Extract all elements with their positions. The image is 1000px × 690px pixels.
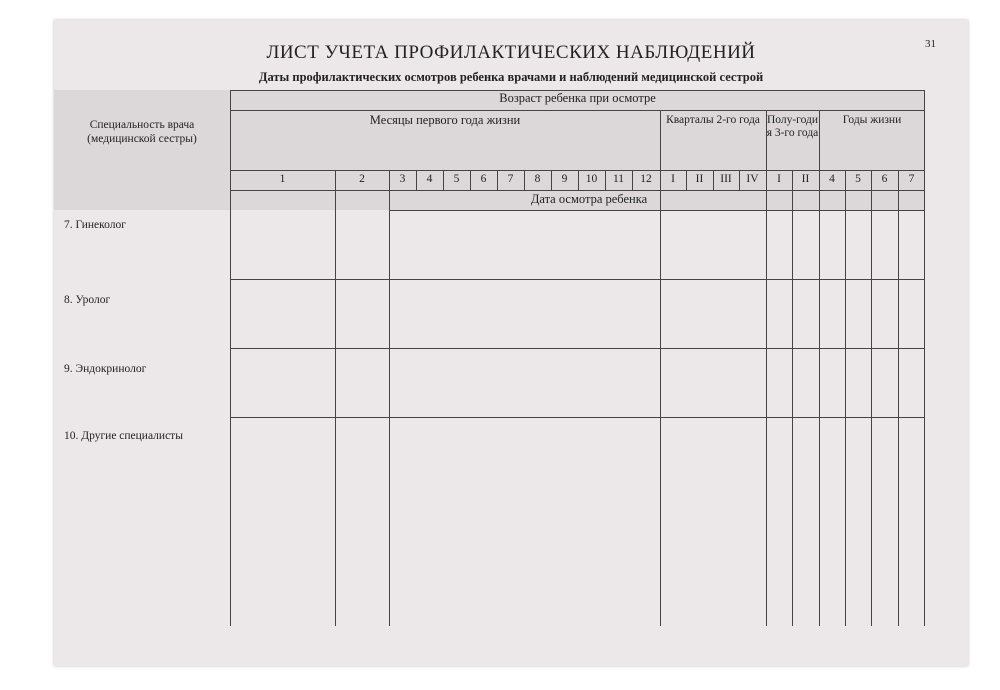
vline-y5 bbox=[871, 170, 872, 626]
month-number: 9 bbox=[561, 173, 568, 185]
quarter-number: II bbox=[695, 173, 704, 185]
page-title: ЛИСТ УЧЕТА ПРОФИЛАКТИЧЕСКИХ НАБЛЮДЕНИЙ bbox=[266, 42, 756, 63]
half-number: I bbox=[777, 173, 781, 185]
month-number: 7 bbox=[507, 173, 514, 185]
months-header: Месяцы первого года жизни bbox=[369, 113, 521, 127]
half-years-header: Полу-годия 3-го года bbox=[766, 114, 819, 139]
vline-m1 bbox=[335, 170, 336, 626]
month-number: 11 bbox=[612, 173, 625, 185]
vline-y6 bbox=[898, 170, 899, 626]
vline-h1 bbox=[792, 170, 793, 626]
month-number: 1 bbox=[279, 173, 286, 185]
year-number: 5 bbox=[855, 173, 861, 185]
page-number: 31 bbox=[925, 38, 936, 50]
vline-left bbox=[230, 90, 231, 626]
vline-halves-years bbox=[819, 110, 820, 626]
vline-y4 bbox=[845, 170, 846, 626]
month-number: 8 bbox=[534, 173, 541, 185]
year-number: 7 bbox=[908, 173, 915, 185]
age-header: Возраст ребенка при осмотре bbox=[499, 91, 656, 105]
specialty-header: Специальность врача (медицинской сестры) bbox=[87, 119, 197, 145]
page-subtitle: Даты профилактических осмотров ребенка врачами и наблюдений медицинской сестрой bbox=[258, 70, 764, 84]
row-label-endocrinologist: 9. Эндокринолог bbox=[64, 363, 147, 375]
document-page bbox=[54, 20, 968, 666]
year-number: 4 bbox=[829, 173, 835, 185]
month-number: 10 bbox=[585, 173, 598, 185]
month-number: 4 bbox=[426, 173, 433, 185]
year-number: 6 bbox=[881, 173, 888, 185]
month-number: 12 bbox=[640, 173, 652, 185]
vline-m2 bbox=[389, 170, 390, 626]
month-number: 3 bbox=[399, 173, 406, 185]
row-label-urologist: 8. Уролог bbox=[64, 294, 111, 306]
vline-quarters-halves bbox=[766, 110, 767, 626]
month-number: 5 bbox=[453, 173, 460, 185]
quarters-header: Кварталы 2-го года bbox=[666, 114, 760, 126]
header-shade-left bbox=[54, 90, 230, 210]
month-number: 6 bbox=[480, 173, 487, 185]
line-age-bottom bbox=[230, 110, 925, 111]
exam-date-header: Дата осмотра ребенка bbox=[530, 192, 648, 206]
quarter-number: I bbox=[671, 173, 675, 185]
quarter-number: IV bbox=[746, 173, 759, 185]
vline-months-quarters bbox=[660, 110, 661, 626]
month-number: 2 bbox=[359, 173, 365, 185]
vline-right bbox=[924, 90, 925, 626]
years-header: Годы жизни bbox=[842, 114, 902, 126]
row-label-gynecologist: 7. Гинеколог bbox=[64, 219, 126, 231]
row-label-other-specialists: 10. Другие специалисты bbox=[64, 430, 183, 442]
half-number: II bbox=[801, 173, 810, 185]
quarter-number: III bbox=[720, 173, 732, 185]
